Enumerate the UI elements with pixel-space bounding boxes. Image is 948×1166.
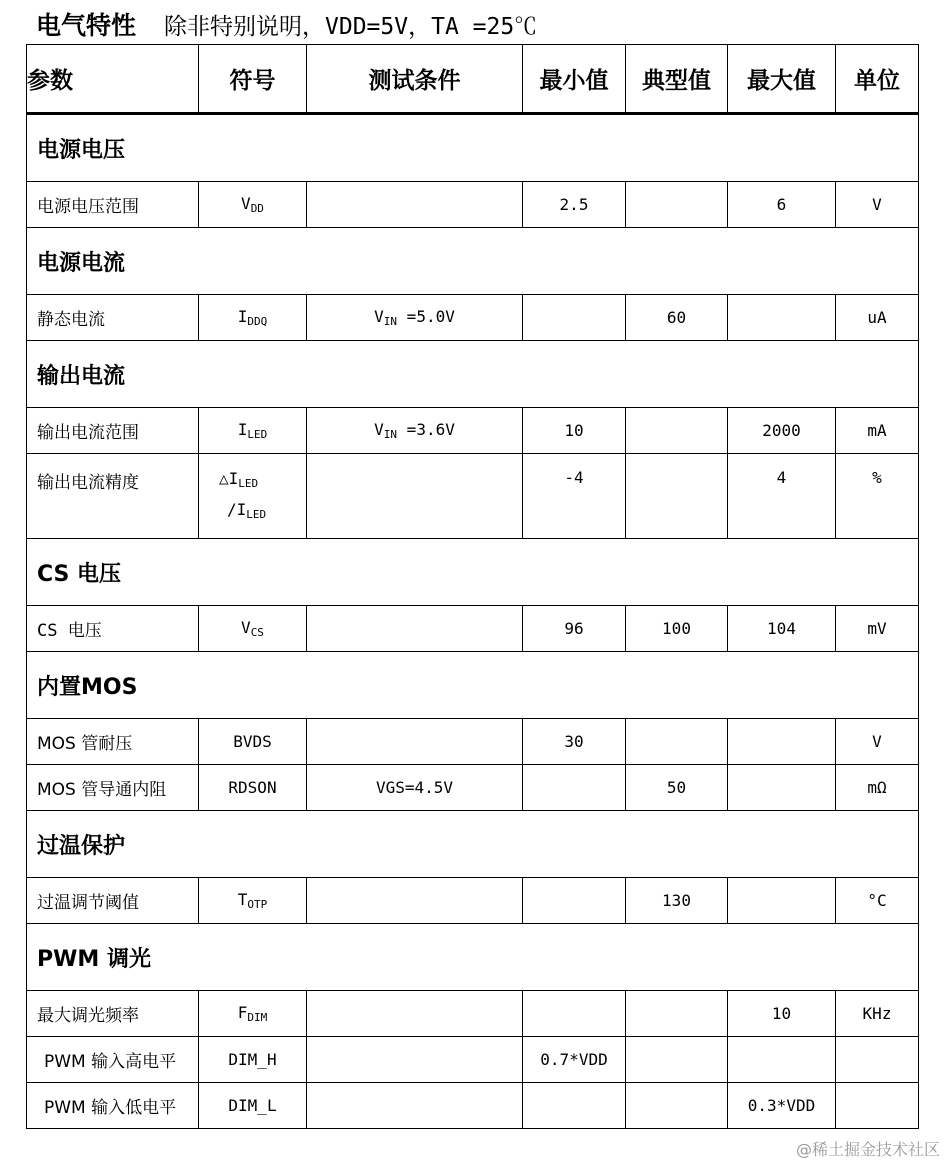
header-param: 参数 [27, 45, 199, 114]
header-symbol: 符号 [199, 45, 307, 114]
section-supply-voltage: 电源电压 [27, 114, 919, 182]
page-title-bar [36, 6, 537, 40]
unit-cell: KHz [836, 991, 919, 1037]
param-cell: MOS 管导通内阻 [27, 765, 199, 811]
cond-cell [307, 878, 523, 924]
header-max: 最大值 [728, 45, 836, 114]
min-cell [523, 991, 626, 1037]
section-row [27, 652, 919, 719]
symbol-cell: $\triangle I_{LED}$ $/I_{LED}$ [199, 454, 307, 539]
electrical-characteristics-table [26, 44, 919, 1129]
param-cell: CS 电压 [27, 606, 199, 652]
cond-cell: $V_{IN} =3.6V$ [307, 408, 523, 454]
symbol-cell: $I_{DDQ}$ [199, 295, 307, 341]
max-cell [728, 719, 836, 765]
unit-cell [836, 1037, 919, 1083]
unit-cell: V [836, 719, 919, 765]
header-min: 最小值 [523, 45, 626, 114]
cond-cell [307, 454, 523, 539]
unit-cell: mV [836, 606, 919, 652]
table-header-row [27, 45, 919, 114]
typ-cell [626, 454, 728, 539]
cond-cell [307, 1037, 523, 1083]
table-row [27, 1037, 919, 1083]
cond-cell [307, 606, 523, 652]
section-row [27, 539, 919, 606]
min-cell: -4 [523, 454, 626, 539]
unit-cell: mΩ [836, 765, 919, 811]
min-cell [523, 878, 626, 924]
table-row [27, 454, 919, 539]
symbol-cell: $I_{LED}$ [199, 408, 307, 454]
header-unit: 单位 [836, 45, 919, 114]
section-output-current: 输出电流 [27, 341, 919, 408]
table-row [27, 408, 919, 454]
table-row [27, 765, 919, 811]
unit-cell [836, 1083, 919, 1129]
cond-cell [307, 1083, 523, 1129]
cond-cell [307, 182, 523, 228]
page-subtitle: 除非特别说明，VDD=5V，TA =25℃ [164, 14, 538, 40]
symbol-cell: $F_{DIM}$ [199, 991, 307, 1037]
cond-cell: $V_{IN} =5.0V$ [307, 295, 523, 341]
param-cell: 电源电压范围 [27, 182, 199, 228]
table-row [27, 719, 919, 765]
section-row [27, 924, 919, 991]
max-cell [728, 295, 836, 341]
section-row [27, 114, 919, 182]
cond-cell [307, 991, 523, 1037]
table-row [27, 1083, 919, 1129]
param-cell: PWM 输入低电平 [27, 1083, 199, 1129]
watermark: @稀土掘金技术社区 [795, 1140, 940, 1159]
cond-cell [307, 719, 523, 765]
section-row [27, 811, 919, 878]
min-cell [523, 295, 626, 341]
typ-cell [626, 991, 728, 1037]
page-title: 电气特性 [36, 11, 137, 40]
param-cell: MOS 管耐压 [27, 719, 199, 765]
table-row [27, 295, 919, 341]
max-cell: 4 [728, 454, 836, 539]
typ-cell: 60 [626, 295, 728, 341]
section-row [27, 228, 919, 295]
param-cell: 过温调节阈值 [27, 878, 199, 924]
unit-cell: mA [836, 408, 919, 454]
symbol-cell: DIM_H [199, 1037, 307, 1083]
max-cell: 104 [728, 606, 836, 652]
typ-cell: 50 [626, 765, 728, 811]
section-row [27, 341, 919, 408]
max-cell: 10 [728, 991, 836, 1037]
table-row [27, 991, 919, 1037]
param-cell: 输出电流范围 [27, 408, 199, 454]
param-cell: 输出电流精度 [27, 454, 199, 539]
min-cell [523, 1083, 626, 1129]
table-row [27, 182, 919, 228]
symbol-cell: BVDS [199, 719, 307, 765]
max-cell: 6 [728, 182, 836, 228]
table-row [27, 878, 919, 924]
symbol-cell: $V_{CS}$ [199, 606, 307, 652]
unit-cell: % [836, 454, 919, 539]
symbol-cell: $T_{OTP}$ [199, 878, 307, 924]
min-cell: 10 [523, 408, 626, 454]
header-conditions: 测试条件 [307, 45, 523, 114]
param-cell: 最大调光频率 [27, 991, 199, 1037]
min-cell: 0.7*VDD [523, 1037, 626, 1083]
symbol-cell: DIM_L [199, 1083, 307, 1129]
header-typ: 典型值 [626, 45, 728, 114]
min-cell: 30 [523, 719, 626, 765]
symbol-cell: $V_{DD}$ [199, 182, 307, 228]
typ-cell [626, 182, 728, 228]
typ-cell [626, 1083, 728, 1129]
param-cell: PWM 输入高电平 [27, 1037, 199, 1083]
section-otp: 过温保护 [27, 811, 919, 878]
min-cell: 96 [523, 606, 626, 652]
typ-cell [626, 408, 728, 454]
max-cell: 2000 [728, 408, 836, 454]
symbol-cell: RDSON [199, 765, 307, 811]
min-cell [523, 765, 626, 811]
typ-cell: 130 [626, 878, 728, 924]
max-cell [728, 765, 836, 811]
unit-cell: uA [836, 295, 919, 341]
typ-cell: 100 [626, 606, 728, 652]
typ-cell [626, 1037, 728, 1083]
section-pwm-dimming: PWM 调光 [27, 924, 919, 991]
max-cell: 0.3*VDD [728, 1083, 836, 1129]
unit-cell: °C [836, 878, 919, 924]
section-cs-voltage: CS 电压 [27, 539, 919, 606]
section-internal-mos: 内置MOS [27, 652, 919, 719]
max-cell [728, 1037, 836, 1083]
cond-cell: VGS=4.5V [307, 765, 523, 811]
unit-cell: V [836, 182, 919, 228]
typ-cell [626, 719, 728, 765]
param-cell: 静态电流 [27, 295, 199, 341]
section-supply-current: 电源电流 [27, 228, 919, 295]
table-row [27, 606, 919, 652]
min-cell: 2.5 [523, 182, 626, 228]
max-cell [728, 878, 836, 924]
